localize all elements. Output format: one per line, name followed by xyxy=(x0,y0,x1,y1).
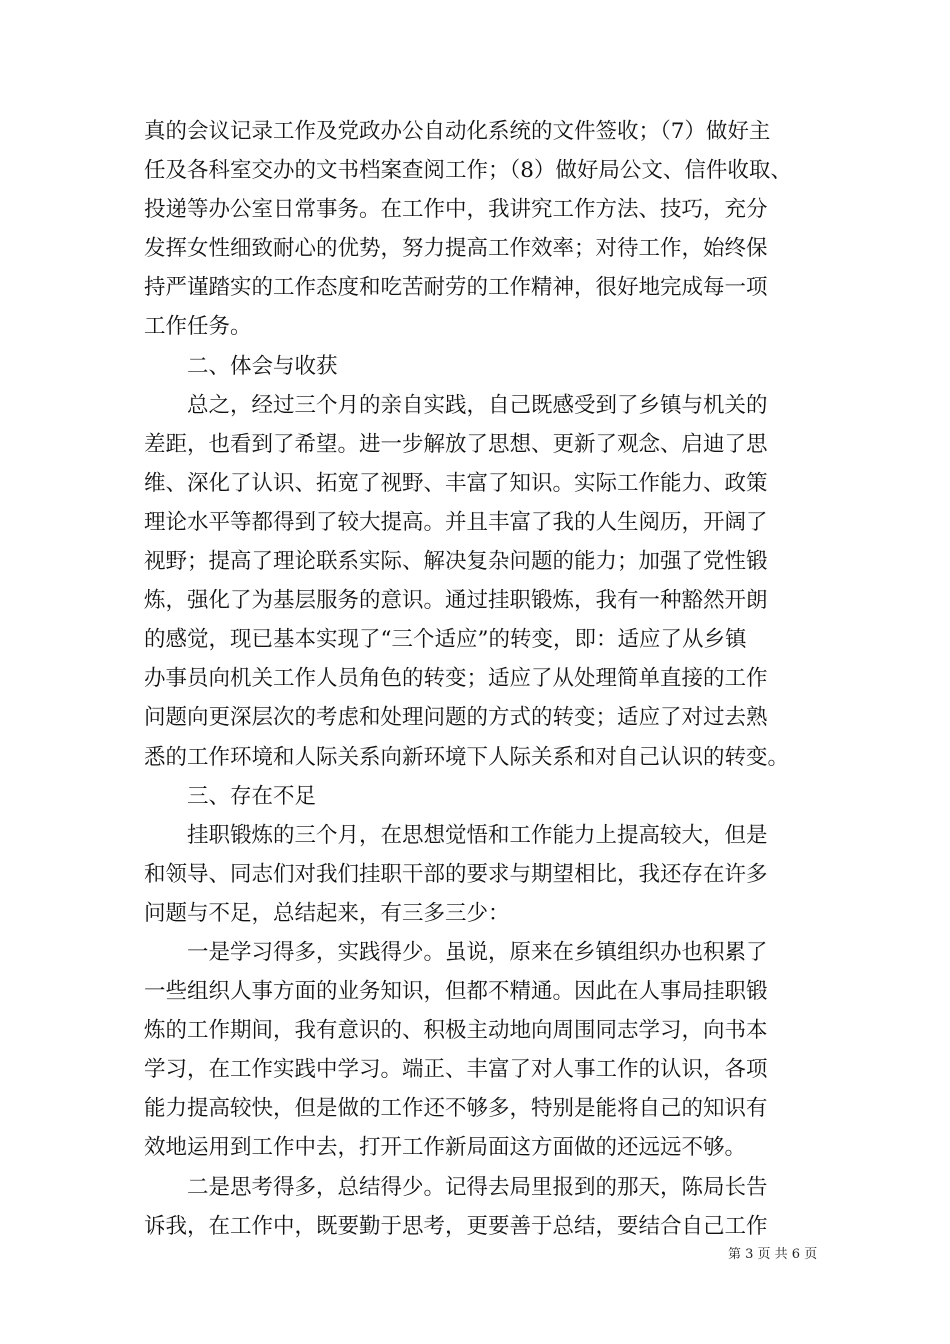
page-number: 第 3 页 共 6 页 xyxy=(728,1247,818,1262)
text-line: 炼的工作期间，我有意识的、积极主动地向周围同志学习，向书本 xyxy=(144,1018,768,1044)
text-line: 问题向更深层次的考虑和处理问题的方式的转变；适应了对过去熟 xyxy=(144,705,768,731)
text-line: 问题与不足，总结起来，有三多三少： xyxy=(144,900,510,926)
section-heading: 三、存在不足 xyxy=(187,783,317,809)
text-line: 工作任务。 xyxy=(144,314,252,340)
text-line: 学习，在工作实践中学习。端正、丰富了对人事工作的认识，各项 xyxy=(144,1057,768,1083)
text-line: 悉的工作环境和人际关系向新环境下人际关系和对自己认识的转变。 xyxy=(144,744,790,770)
text-line: 视野；提高了理论联系实际、解决复杂问题的能力；加强了党性锻 xyxy=(144,549,768,575)
text-line: 理论水平等都得到了较大提高。并且丰富了我的人生阅历，开阔了 xyxy=(144,509,768,535)
text-line: 诉我，在工作中，既要勤于思考，更要善于总结，要结合自己工作 xyxy=(144,1213,768,1239)
text-line: 能力提高较快，但是做的工作还不够多，特别是能将自己的知识有 xyxy=(144,1096,768,1122)
text-line: 真的会议记录工作及党政办公自动化系统的文件签收；（7）做好主 xyxy=(144,119,771,144)
text-line: 一些组织人事方面的业务知识，但都不精通。因此在人事局挂职锻 xyxy=(144,979,768,1005)
section-heading: 二、体会与收获 xyxy=(187,353,338,379)
text-line: 的感觉，现已基本实现了“三个适应”的转变，即：适应了从乡镇 xyxy=(144,627,747,653)
paragraph-first-line: 一是学习得多，实践得少。虽说，原来在乡镇组织办也积累了 xyxy=(187,939,768,965)
paragraph-first-line: 挂职锻炼的三个月，在思想觉悟和工作能力上提高较大，但是 xyxy=(187,822,768,848)
paragraph-first-line: 总之，经过三个月的亲自实践，自己既感受到了乡镇与机关的 xyxy=(187,392,768,418)
text-line: 持严谨踏实的工作态度和吃苦耐劳的工作精神，很好地完成每一项 xyxy=(144,275,768,301)
text-line: 任及各科室交办的文书档案查阅工作；（8）做好局公文、信件收取、 xyxy=(144,158,792,184)
text-line: 炼，强化了为基层服务的意识。通过挂职锻炼，我有一种豁然开朗 xyxy=(144,588,768,614)
text-line: 和领导、同志们对我们挂职干部的要求与期望相比，我还存在许多 xyxy=(144,861,768,887)
text-line: 维、深化了认识、拓宽了视野、丰富了知识。实际工作能力、政策 xyxy=(144,470,768,496)
text-line: 投递等办公室日常事务。在工作中，我讲究工作方法、技巧，充分 xyxy=(144,197,768,223)
document-body xyxy=(144,112,814,1246)
text-line: 办事员向机关工作人员角色的转变；适应了从处理简单直接的工作 xyxy=(144,666,768,692)
paragraph-first-line: 二是思考得多，总结得少。记得去局里报到的那天，陈局长告 xyxy=(187,1174,768,1200)
text-line: 发挥女性细致耐心的优势，努力提高工作效率；对待工作，始终保 xyxy=(144,236,768,262)
text-line: 效地运用到工作中去，打开工作新局面这方面做的还远远不够。 xyxy=(144,1135,747,1161)
text-line: 差距，也看到了希望。进一步解放了思想、更新了观念、启迪了思 xyxy=(144,431,768,457)
